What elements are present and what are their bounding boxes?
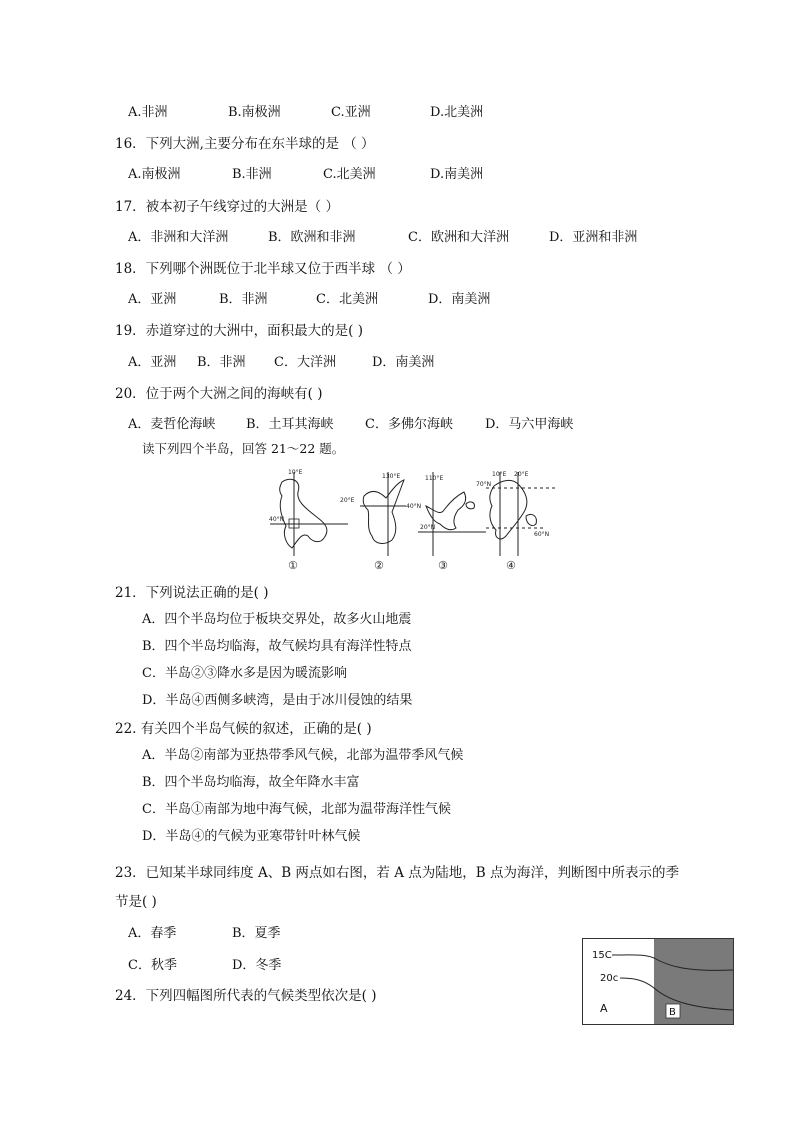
coord-label-3: 20°E xyxy=(340,497,355,504)
q18-option-d: D．南美洲 xyxy=(428,292,491,307)
coord-label-4: 130°E xyxy=(382,473,401,480)
q19-option-d: D．南美洲 xyxy=(372,355,435,370)
q19-option-c: C．大洋洲 xyxy=(274,355,336,370)
q22-option-b: B．四个半岛均临海，故全年降水丰富 xyxy=(142,775,360,790)
coord-label-1: 10°E xyxy=(288,469,303,476)
coord-label-7: 20°N xyxy=(420,524,436,531)
coord-label-6: 110°E xyxy=(425,475,444,482)
point-a-label: A xyxy=(600,1002,608,1015)
reading-note: 读下列四个半岛，回答 21～22 题。 xyxy=(142,441,345,456)
q23-stem-line1: 23．已知某半球同纬度 A、B 两点如右图，若 A 点为陆地，B 点为海洋，判断图中所表示的季 xyxy=(115,865,679,881)
q22-stem: 22. 有关四个半岛气候的叙述，正确的是( ) xyxy=(115,721,372,737)
q19-option-a: A．亚洲 xyxy=(128,355,177,370)
q23-option-a: A．春季 xyxy=(128,926,177,941)
q21-option-c: C．半岛②③降水多是因为暖流影响 xyxy=(142,666,347,681)
q20-option-a: A．麦哲伦海峡 xyxy=(128,417,216,432)
peninsula-label-3: ③ xyxy=(438,559,448,572)
coord-label-10: 20°E xyxy=(514,471,529,478)
q16-option-b: B.非洲 xyxy=(232,167,272,182)
coord-label-8: 70°N xyxy=(476,481,492,488)
q17-option-c: C．欧洲和大洋洲 xyxy=(408,230,509,245)
isotherm-15c-label: 15C xyxy=(592,950,612,961)
peninsula-label-4: ④ xyxy=(506,559,516,572)
q20-option-b: B．土耳其海峡 xyxy=(246,417,334,432)
q17-option-a: A．非洲和大洋洲 xyxy=(128,230,229,245)
coord-label-5: 40°N xyxy=(406,503,422,510)
peninsula-label-1: ① xyxy=(288,559,298,572)
q18-option-b: B．非洲 xyxy=(219,292,268,307)
q21-option-b: B．四个半岛均临海，故气候均具有海洋性特点 xyxy=(142,639,412,654)
q15-option-c: C.亚洲 xyxy=(331,105,371,120)
q15-option-a: A.非洲 xyxy=(128,105,168,120)
q24-stem: 24．下列四幅图所代表的气候类型依次是( ) xyxy=(115,988,377,1004)
q16-option-c: C.北美洲 xyxy=(323,167,376,182)
q16-option-d: D.南美洲 xyxy=(430,167,484,182)
q19-stem: 19．赤道穿过的大洲中，面积最大的是( ) xyxy=(115,323,364,339)
q17-option-b: B．欧洲和非洲 xyxy=(268,230,356,245)
q18-option-c: C．北美洲 xyxy=(316,292,378,307)
q22-option-c: C．半岛①南部为地中海气候，北部为温带海洋性气候 xyxy=(142,802,451,817)
coord-label-2: 40°N xyxy=(269,516,285,523)
q16-stem: 16．下列大洲,主要分布在东半球的是 （ ） xyxy=(115,136,375,152)
q22-option-a: A．半岛②南部为亚热带季风气候，北部为温带季风气候 xyxy=(142,748,464,763)
q20-option-c: C．多佛尔海峡 xyxy=(365,417,453,432)
peninsula-figure xyxy=(268,466,558,572)
q22-option-d: D．半岛④的气候为亚寒带针叶林气候 xyxy=(142,829,361,844)
isotherm-figure xyxy=(582,938,734,1025)
coord-label-11: 60°N xyxy=(534,531,550,538)
isotherm-20c-label: 20c xyxy=(600,973,619,984)
q23-stem-line2: 节是( ) xyxy=(115,894,157,910)
q18-stem: 18．下列哪个洲既位于北半球又位于西半球 （ ） xyxy=(115,261,411,277)
q20-option-d: D．马六甲海峡 xyxy=(485,417,574,432)
q21-option-a: A．四个半岛均位于板块交界处，故多火山地震 xyxy=(142,612,412,627)
q19-option-b: B．非洲 xyxy=(197,355,246,370)
q21-option-d: D．半岛④西侧多峡湾，是由于冰川侵蚀的结果 xyxy=(142,693,413,708)
q20-stem: 20．位于两个大洲之间的海峡有( ) xyxy=(115,386,323,402)
q23-option-b: B．夏季 xyxy=(232,926,281,941)
q23-option-d: D．冬季 xyxy=(232,958,282,973)
point-b-label: B xyxy=(669,1007,676,1018)
coord-label-9: 10°E xyxy=(492,471,507,478)
q15-option-d: D.北美洲 xyxy=(430,105,484,120)
q17-option-d: D．亚洲和非洲 xyxy=(549,230,638,245)
q23-option-c: C．秋季 xyxy=(128,958,177,973)
q15-option-b: B.南极洲 xyxy=(228,105,281,120)
q17-stem: 17．被本初子午线穿过的大洲是（ ） xyxy=(115,199,339,215)
peninsula-label-2: ② xyxy=(374,559,384,572)
q16-option-a: A.南极洲 xyxy=(128,167,181,182)
q21-stem: 21．下列说法正确的是( ) xyxy=(115,585,269,601)
q18-option-a: A．亚洲 xyxy=(128,292,177,307)
